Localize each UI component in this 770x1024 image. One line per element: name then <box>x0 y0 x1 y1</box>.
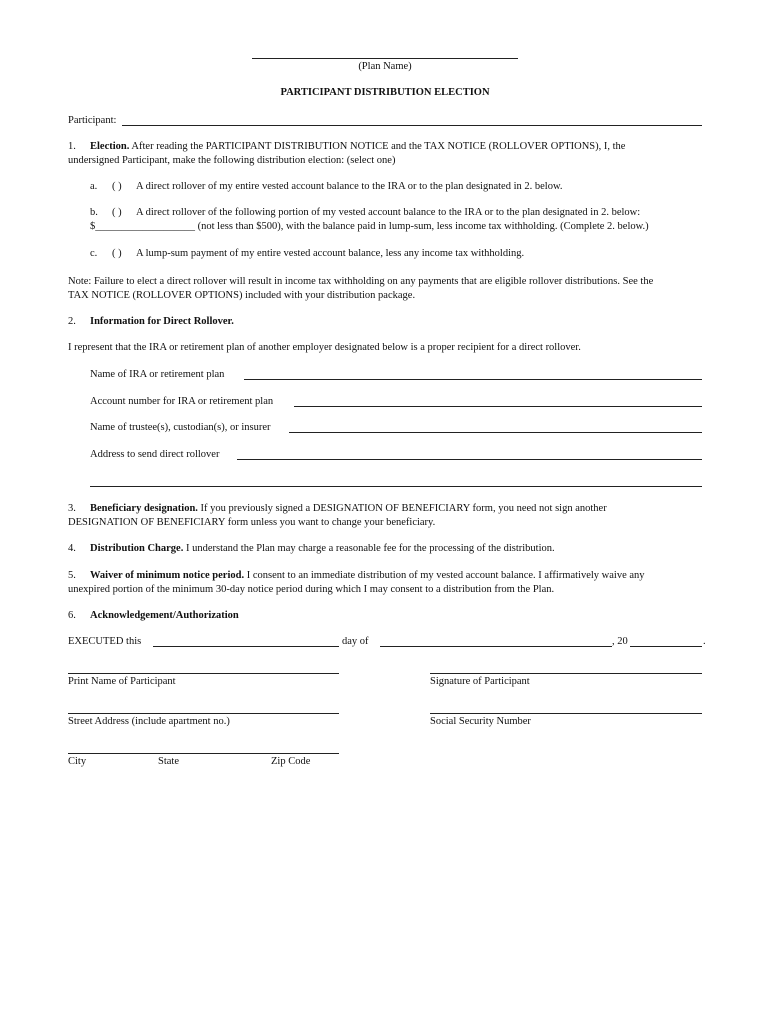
executed-this-label: EXECUTED this <box>68 636 142 647</box>
ira-name-field[interactable] <box>244 379 702 380</box>
rollover-note <box>68 275 708 303</box>
note-text: TAX NOTICE (ROLLOVER OPTIONS) included with your distribution package. <box>68 290 416 301</box>
street-address-label: Street Address (include apartment no.) <box>68 716 230 727</box>
option-letter: b. <box>90 207 98 218</box>
address-field-line2[interactable] <box>90 486 702 487</box>
executed-period: . <box>703 636 706 647</box>
section-heading: Information for Direct Rollover. <box>90 316 234 327</box>
account-number-label: Account number for IRA or retirement plan <box>90 396 274 407</box>
option-checkbox[interactable]: ( ) <box>112 207 122 218</box>
section-text: If you previously signed a DESIGNATION OF BENEFICIARY form, you need not sign another <box>197 503 607 514</box>
city-label: City <box>68 756 87 767</box>
option-c[interactable] <box>90 248 524 259</box>
participant-field[interactable] <box>122 125 702 126</box>
ssn-field[interactable] <box>430 713 702 714</box>
address-field[interactable] <box>237 459 702 460</box>
trustee-label: Name of trustee(s), custodian(s), or insurer <box>90 422 271 433</box>
section-heading: Election. <box>90 141 130 152</box>
executed-year-field[interactable] <box>630 646 702 647</box>
option-checkbox[interactable]: ( ) <box>112 248 122 259</box>
city-state-zip-field[interactable] <box>68 753 339 754</box>
option-text: A direct rollover of my entire vested account balance to the IRA or to the plan designated in 2. below. <box>136 181 563 192</box>
section-heading: Beneficiary designation. <box>90 503 198 514</box>
address-label: Address to send direct rollover <box>90 449 220 460</box>
section-beneficiary <box>68 502 708 530</box>
section-number: 1. <box>68 141 76 152</box>
year-prefix-label: , 20 <box>612 636 628 647</box>
participant-label: Participant: <box>68 115 117 126</box>
ssn-label: Social Security Number <box>430 716 531 727</box>
section-waiver <box>68 569 708 597</box>
section-election <box>68 140 708 168</box>
option-a[interactable] <box>90 181 562 192</box>
section-number: 5. <box>68 570 76 581</box>
option-text: A lump-sum payment of my entire vested account balance, less any income tax withholding. <box>136 248 525 259</box>
executed-month-field[interactable] <box>380 646 612 647</box>
option-b[interactable] <box>90 207 640 218</box>
ira-name-label: Name of IRA or retirement plan <box>90 369 225 380</box>
signature-field[interactable] <box>430 673 702 674</box>
section-number: 6. <box>68 610 76 621</box>
section-text: DESIGNATION OF BENEFICIARY form unless you want to change your beneficiary. <box>68 517 436 528</box>
zip-label: Zip Code <box>271 756 311 767</box>
section-heading: Acknowledgement/Authorization <box>90 610 239 621</box>
option-letter: c. <box>90 248 98 259</box>
section-text: I consent to an immediate distribution of my vested account balance. I affirmatively waive any <box>244 570 645 581</box>
plan-name-label: (Plan Name) <box>358 61 412 72</box>
note-text: Note: Failure to elect a direct rollover will result in income tax withholding on any payments that are eligible rollover distributions. See the <box>68 276 654 287</box>
section-text: undersigned Participant, make the following distribution election: (select one) <box>68 155 396 166</box>
form-title: PARTICIPANT DISTRIBUTION ELECTION <box>280 87 490 98</box>
section-text: After reading the PARTICIPANT DISTRIBUTION NOTICE and the TAX NOTICE (ROLLOVER OPTIONS), I, the <box>129 141 626 152</box>
account-number-field[interactable] <box>294 406 702 407</box>
section-number: 4. <box>68 543 76 554</box>
option-letter: a. <box>90 181 98 192</box>
section-number: 2. <box>68 316 76 327</box>
option-checkbox[interactable]: ( ) <box>112 181 122 192</box>
section-heading: Waiver of minimum notice period. <box>90 570 245 581</box>
signature-label: Signature of Participant <box>430 676 530 687</box>
street-address-field[interactable] <box>68 713 339 714</box>
section-acknowledgement <box>68 609 708 623</box>
trustee-field[interactable] <box>289 432 702 433</box>
section-number: 3. <box>68 503 76 514</box>
executed-day-field[interactable] <box>153 646 339 647</box>
section-distribution-charge <box>68 542 708 556</box>
print-name-label: Print Name of Participant <box>68 676 176 687</box>
rollover-intro: I represent that the IRA or retirement plan of another employer designated below is a proper recipient for a direct rollover. <box>68 342 581 353</box>
plan-name-line[interactable] <box>252 58 518 59</box>
section-direct-rollover <box>68 315 708 329</box>
section-heading: Distribution Charge. <box>90 543 184 554</box>
option-b-amount-text[interactable]: $___________________ (not less than $500), with the balance paid in lump-sum, less income tax withholding. (Complete 2. below.) <box>90 221 649 232</box>
option-text: A direct rollover of the following portion of my vested account balance to the IRA or to the plan designated in 2. below: <box>136 207 641 218</box>
state-label: State <box>158 756 179 767</box>
day-of-label: day of <box>342 636 369 647</box>
print-name-field[interactable] <box>68 673 339 674</box>
section-text: unexpired portion of the minimum 30-day notice period during which I may consent to a distribution from the Plan. <box>68 584 555 595</box>
section-text: I understand the Plan may charge a reasonable fee for the processing of the distribution. <box>183 543 555 554</box>
